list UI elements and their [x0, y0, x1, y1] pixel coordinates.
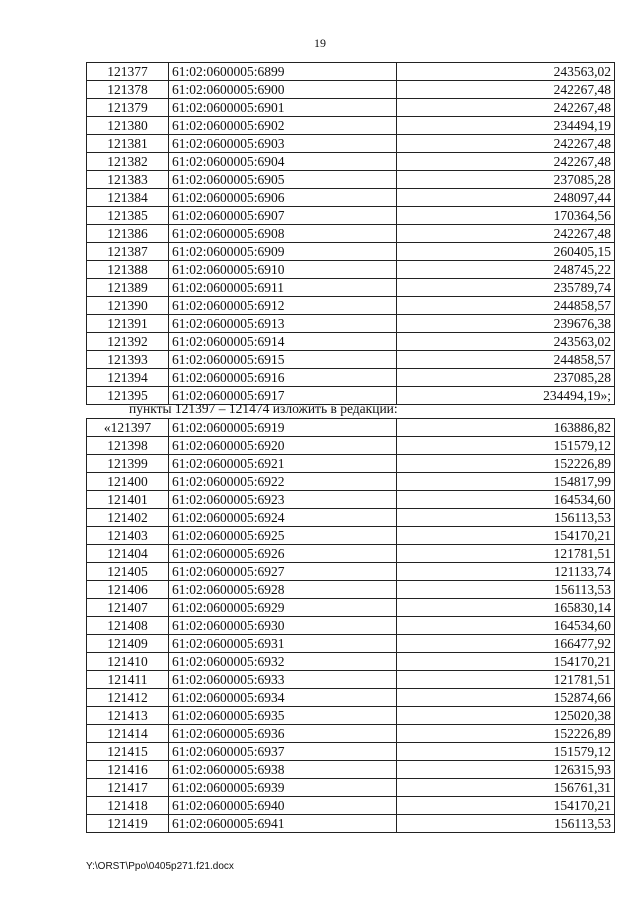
item-number-cell: 121415	[87, 743, 169, 761]
cadastral-value-cell: 156113,53	[397, 815, 615, 833]
cadastral-number-cell: 61:02:0600005:6905	[169, 171, 397, 189]
item-number-cell: 121407	[87, 599, 169, 617]
item-number-cell: 121389	[87, 279, 169, 297]
item-number-cell: 121386	[87, 225, 169, 243]
table-row	[87, 707, 615, 725]
cadastral-value-cell: 164534,60	[397, 617, 615, 635]
cadastral-number-cell: 61:02:0600005:6920	[169, 437, 397, 455]
cadastral-value-cell: 126315,93	[397, 761, 615, 779]
cadastral-value-cell: 151579,12	[397, 743, 615, 761]
table-row	[87, 207, 615, 225]
cadastral-value-cell: 244858,57	[397, 297, 615, 315]
cadastral-number-cell: 61:02:0600005:6936	[169, 725, 397, 743]
item-number-cell: 121406	[87, 581, 169, 599]
cadastral-value-cell: 260405,15	[397, 243, 615, 261]
cadastral-number-cell: 61:02:0600005:6911	[169, 279, 397, 297]
item-number-cell: 121416	[87, 761, 169, 779]
item-number-cell: 121392	[87, 333, 169, 351]
cadastral-value-cell: 243563,02	[397, 63, 615, 81]
table-row	[87, 779, 615, 797]
cadastral-number-cell: 61:02:0600005:6937	[169, 743, 397, 761]
table-row	[87, 473, 615, 491]
cadastral-number-cell: 61:02:0600005:6931	[169, 635, 397, 653]
item-number-cell: 121402	[87, 509, 169, 527]
cadastral-number-cell: 61:02:0600005:6919	[169, 419, 397, 437]
cadastral-value-cell: 170364,56	[397, 207, 615, 225]
item-number-cell: «121397	[87, 419, 169, 437]
cadastral-number-cell: 61:02:0600005:6903	[169, 135, 397, 153]
table-row	[87, 99, 615, 117]
table-row	[87, 117, 615, 135]
item-number-cell: 121398	[87, 437, 169, 455]
document-file-path: Y:\ORST\Ppo\0405p271.f21.docx	[86, 861, 234, 872]
item-number-cell: 121413	[87, 707, 169, 725]
cadastral-number-cell: 61:02:0600005:6910	[169, 261, 397, 279]
cadastral-value-cell: 234494,19	[397, 117, 615, 135]
cadastral-number-cell: 61:02:0600005:6941	[169, 815, 397, 833]
cadastral-value-table-bottom	[86, 418, 615, 833]
cadastral-number-cell: 61:02:0600005:6938	[169, 761, 397, 779]
cadastral-number-cell: 61:02:0600005:6909	[169, 243, 397, 261]
table-row	[87, 279, 615, 297]
item-number-cell: 121379	[87, 99, 169, 117]
cadastral-number-cell: 61:02:0600005:6906	[169, 189, 397, 207]
item-number-cell: 121400	[87, 473, 169, 491]
item-number-cell: 121391	[87, 315, 169, 333]
table-row	[87, 243, 615, 261]
item-number-cell: 121399	[87, 455, 169, 473]
cadastral-value-cell: 244858,57	[397, 351, 615, 369]
cadastral-value-cell: 154817,99	[397, 473, 615, 491]
table-row	[87, 455, 615, 473]
item-number-cell: 121394	[87, 369, 169, 387]
cadastral-value-table-top	[86, 62, 615, 405]
cadastral-value-cell: 152226,89	[397, 455, 615, 473]
cadastral-number-cell: 61:02:0600005:6927	[169, 563, 397, 581]
table-row	[87, 369, 615, 387]
cadastral-number-cell: 61:02:0600005:6925	[169, 527, 397, 545]
table-row	[87, 419, 615, 437]
cadastral-value-cell: 152874,66	[397, 689, 615, 707]
item-number-cell: 121382	[87, 153, 169, 171]
cadastral-value-cell: 154170,21	[397, 527, 615, 545]
item-number-cell: 121393	[87, 351, 169, 369]
cadastral-number-cell: 61:02:0600005:6932	[169, 653, 397, 671]
item-number-cell: 121378	[87, 81, 169, 99]
item-number-cell: 121395	[87, 387, 169, 405]
cadastral-value-cell: 242267,48	[397, 99, 615, 117]
item-number-cell: 121417	[87, 779, 169, 797]
cadastral-number-cell: 61:02:0600005:6934	[169, 689, 397, 707]
cadastral-value-cell: 121781,51	[397, 545, 615, 563]
item-number-cell: 121403	[87, 527, 169, 545]
cadastral-value-cell: 151579,12	[397, 437, 615, 455]
cadastral-number-cell: 61:02:0600005:6930	[169, 617, 397, 635]
cadastral-value-cell: 248097,44	[397, 189, 615, 207]
table-row	[87, 509, 615, 527]
cadastral-number-cell: 61:02:0600005:6939	[169, 779, 397, 797]
cadastral-number-cell: 61:02:0600005:6940	[169, 797, 397, 815]
table-row	[87, 261, 615, 279]
item-number-cell: 121380	[87, 117, 169, 135]
table-row	[87, 815, 615, 833]
cadastral-number-cell: 61:02:0600005:6907	[169, 207, 397, 225]
table-row	[87, 581, 615, 599]
cadastral-number-cell: 61:02:0600005:6913	[169, 315, 397, 333]
cadastral-value-cell: 237085,28	[397, 171, 615, 189]
table-row	[87, 333, 615, 351]
item-number-cell: 121405	[87, 563, 169, 581]
table-row	[87, 351, 615, 369]
table-row	[87, 225, 615, 243]
table-row	[87, 189, 615, 207]
cadastral-value-cell: 242267,48	[397, 135, 615, 153]
cadastral-number-cell: 61:02:0600005:6902	[169, 117, 397, 135]
item-number-cell: 121388	[87, 261, 169, 279]
cadastral-number-cell: 61:02:0600005:6929	[169, 599, 397, 617]
cadastral-number-cell: 61:02:0600005:6915	[169, 351, 397, 369]
cadastral-value-cell: 125020,38	[397, 707, 615, 725]
cadastral-number-cell: 61:02:0600005:6901	[169, 99, 397, 117]
cadastral-value-cell: 121133,74	[397, 563, 615, 581]
table-row	[87, 153, 615, 171]
table-row	[87, 599, 615, 617]
item-number-cell: 121390	[87, 297, 169, 315]
cadastral-number-cell: 61:02:0600005:6904	[169, 153, 397, 171]
cadastral-value-cell: 164534,60	[397, 491, 615, 509]
table-row	[87, 297, 615, 315]
cadastral-number-cell: 61:02:0600005:6926	[169, 545, 397, 563]
cadastral-number-cell: 61:02:0600005:6908	[169, 225, 397, 243]
table-row	[87, 635, 615, 653]
cadastral-number-cell: 61:02:0600005:6921	[169, 455, 397, 473]
cadastral-number-cell: 61:02:0600005:6916	[169, 369, 397, 387]
item-number-cell: 121418	[87, 797, 169, 815]
table-row	[87, 725, 615, 743]
table-row	[87, 617, 615, 635]
table-row	[87, 527, 615, 545]
cadastral-number-cell: 61:02:0600005:6928	[169, 581, 397, 599]
item-number-cell: 121383	[87, 171, 169, 189]
cadastral-value-cell: 237085,28	[397, 369, 615, 387]
cadastral-value-cell: 156113,53	[397, 509, 615, 527]
table-row	[87, 491, 615, 509]
cadastral-number-cell: 61:02:0600005:6924	[169, 509, 397, 527]
table-row	[87, 689, 615, 707]
item-number-cell: 121377	[87, 63, 169, 81]
table-row	[87, 315, 615, 333]
item-number-cell: 121408	[87, 617, 169, 635]
cadastral-value-cell: 154170,21	[397, 653, 615, 671]
cadastral-value-cell: 165830,14	[397, 599, 615, 617]
table-row	[87, 797, 615, 815]
cadastral-value-cell: 154170,21	[397, 797, 615, 815]
cadastral-value-cell: 243563,02	[397, 333, 615, 351]
table-row	[87, 653, 615, 671]
item-number-cell: 121419	[87, 815, 169, 833]
item-number-cell: 121409	[87, 635, 169, 653]
cadastral-value-cell: 121781,51	[397, 671, 615, 689]
item-number-cell: 121381	[87, 135, 169, 153]
table-row	[87, 437, 615, 455]
item-number-cell: 121384	[87, 189, 169, 207]
cadastral-value-cell: 163886,82	[397, 419, 615, 437]
table-row	[87, 171, 615, 189]
table-row	[87, 545, 615, 563]
cadastral-value-cell: 248745,22	[397, 261, 615, 279]
item-number-cell: 121387	[87, 243, 169, 261]
page-number: 19	[314, 36, 326, 50]
table-row	[87, 63, 615, 81]
cadastral-number-cell: 61:02:0600005:6933	[169, 671, 397, 689]
cadastral-number-cell: 61:02:0600005:6923	[169, 491, 397, 509]
table-row	[87, 563, 615, 581]
cadastral-number-cell: 61:02:0600005:6912	[169, 297, 397, 315]
cadastral-value-cell: 152226,89	[397, 725, 615, 743]
cadastral-value-cell: 242267,48	[397, 81, 615, 99]
table-row	[87, 671, 615, 689]
cadastral-number-cell: 61:02:0600005:6899	[169, 63, 397, 81]
table-row	[87, 743, 615, 761]
cadastral-value-cell: 234494,19»;	[397, 387, 615, 405]
cadastral-value-cell: 156761,31	[397, 779, 615, 797]
cadastral-value-cell: 166477,92	[397, 635, 615, 653]
cadastral-number-cell: 61:02:0600005:6917	[169, 387, 397, 405]
table-row	[87, 135, 615, 153]
item-number-cell: 121401	[87, 491, 169, 509]
item-number-cell: 121411	[87, 671, 169, 689]
item-number-cell: 121404	[87, 545, 169, 563]
item-number-cell: 121412	[87, 689, 169, 707]
cadastral-value-cell: 235789,74	[397, 279, 615, 297]
cadastral-number-cell: 61:02:0600005:6914	[169, 333, 397, 351]
cadastral-value-cell: 242267,48	[397, 225, 615, 243]
item-number-cell: 121385	[87, 207, 169, 225]
item-number-cell: 121410	[87, 653, 169, 671]
cadastral-number-cell: 61:02:0600005:6935	[169, 707, 397, 725]
table-row	[87, 81, 615, 99]
cadastral-value-cell: 156113,53	[397, 581, 615, 599]
cadastral-number-cell: 61:02:0600005:6922	[169, 473, 397, 491]
item-number-cell: 121414	[87, 725, 169, 743]
table-row	[87, 761, 615, 779]
amendment-instruction: пункты 121397 – 121474 изложить в редакции:	[129, 401, 398, 416]
cadastral-number-cell: 61:02:0600005:6900	[169, 81, 397, 99]
cadastral-value-cell: 239676,38	[397, 315, 615, 333]
cadastral-value-cell: 242267,48	[397, 153, 615, 171]
